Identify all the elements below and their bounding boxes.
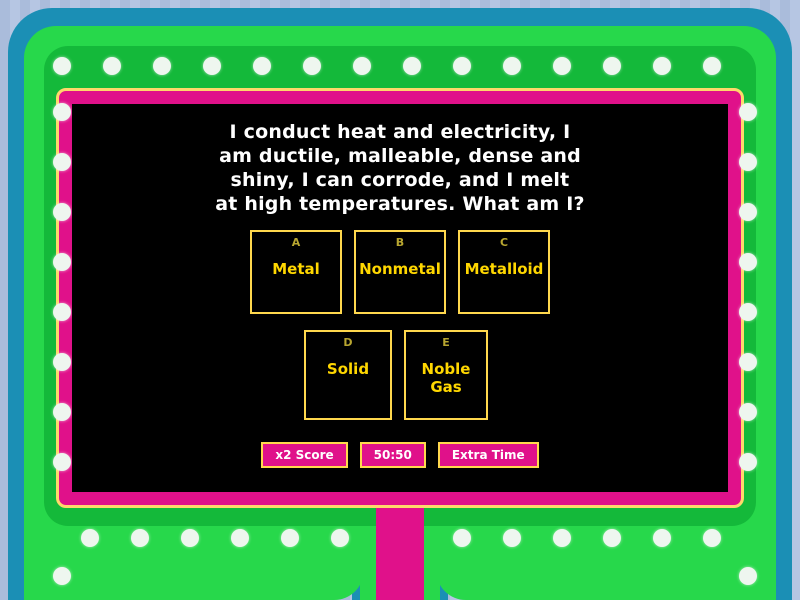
powerup-bar <box>72 442 728 468</box>
powerup-extra-time[interactable]: Extra Time <box>438 442 539 468</box>
marquee-bulb <box>653 529 671 547</box>
marquee-bulb <box>553 529 571 547</box>
marquee-bulb <box>181 529 199 547</box>
marquee-bulb <box>353 57 371 75</box>
marquee-bulb <box>453 529 471 547</box>
answer-letter-a: A <box>291 236 301 249</box>
marquee-bulb <box>403 57 421 75</box>
marquee-bulb <box>53 353 71 371</box>
marquee-bulb <box>603 529 621 547</box>
marquee-bulb <box>81 529 99 547</box>
marquee-bulb <box>53 567 71 585</box>
answer-letter-e: E <box>442 336 450 349</box>
marquee-bulb <box>53 453 71 471</box>
marquee-bulb <box>653 57 671 75</box>
marquee-bulb <box>703 529 721 547</box>
marquee-bulb <box>231 529 249 547</box>
marquee-bulb <box>553 57 571 75</box>
marquee-bulb <box>739 153 757 171</box>
marquee-bulb <box>503 529 521 547</box>
marquee-bulb <box>739 203 757 221</box>
marquee-bulb <box>703 57 721 75</box>
marquee-bulb <box>103 57 121 75</box>
marquee-bulb <box>739 103 757 121</box>
marquee-bulb <box>739 567 757 585</box>
answer-letter-d: D <box>343 336 353 349</box>
question-line: am ductile, malleable, dense and <box>219 145 581 167</box>
marquee-bulb <box>739 453 757 471</box>
marquee-bulb <box>603 57 621 75</box>
marquee-bulb <box>53 103 71 121</box>
marquee-bulb <box>281 529 299 547</box>
marquee-bulb <box>153 57 171 75</box>
question-text <box>112 120 688 216</box>
answer-option-c[interactable] <box>458 230 550 314</box>
marquee-bulb <box>53 403 71 421</box>
answer-label-d: Solid <box>326 360 370 378</box>
marquee-bulb <box>739 353 757 371</box>
powerup-fifty-fifty[interactable]: 50:50 <box>360 442 426 468</box>
answer-letter-c: C <box>499 236 509 249</box>
marquee-bulb <box>303 57 321 75</box>
question-line: at high temperatures. What am I? <box>215 193 585 215</box>
marquee-bulb <box>131 529 149 547</box>
marquee-bulb <box>53 253 71 271</box>
answer-label-a: Metal <box>272 260 320 278</box>
marquee-bulb <box>503 57 521 75</box>
marquee-bulb <box>331 529 349 547</box>
answer-label-e: Noble Gas <box>421 360 471 396</box>
marquee-bulb <box>53 57 71 75</box>
marquee-bulb <box>53 153 71 171</box>
question-line: I conduct heat and electricity, I <box>229 121 571 143</box>
marquee-bulb <box>739 303 757 321</box>
marquee-bulb <box>53 203 71 221</box>
question-line: shiny, I can corrode, and I melt <box>230 169 570 191</box>
powerup-x2-score[interactable]: x2 Score <box>261 442 347 468</box>
answer-label-c: Metalloid <box>464 260 544 278</box>
marquee-bulb <box>739 253 757 271</box>
game-screen <box>72 104 728 492</box>
marquee-bulb <box>203 57 221 75</box>
answer-letter-b: B <box>395 236 405 249</box>
marquee-bulb <box>453 57 471 75</box>
answer-option-e[interactable] <box>404 330 488 420</box>
answer-option-b[interactable] <box>354 230 446 314</box>
marquee-bulb <box>253 57 271 75</box>
answer-option-a[interactable] <box>250 230 342 314</box>
marquee-bulb <box>739 403 757 421</box>
answer-option-d[interactable] <box>304 330 392 420</box>
marquee-bulb <box>53 303 71 321</box>
answer-label-b: Nonmetal <box>359 260 441 278</box>
